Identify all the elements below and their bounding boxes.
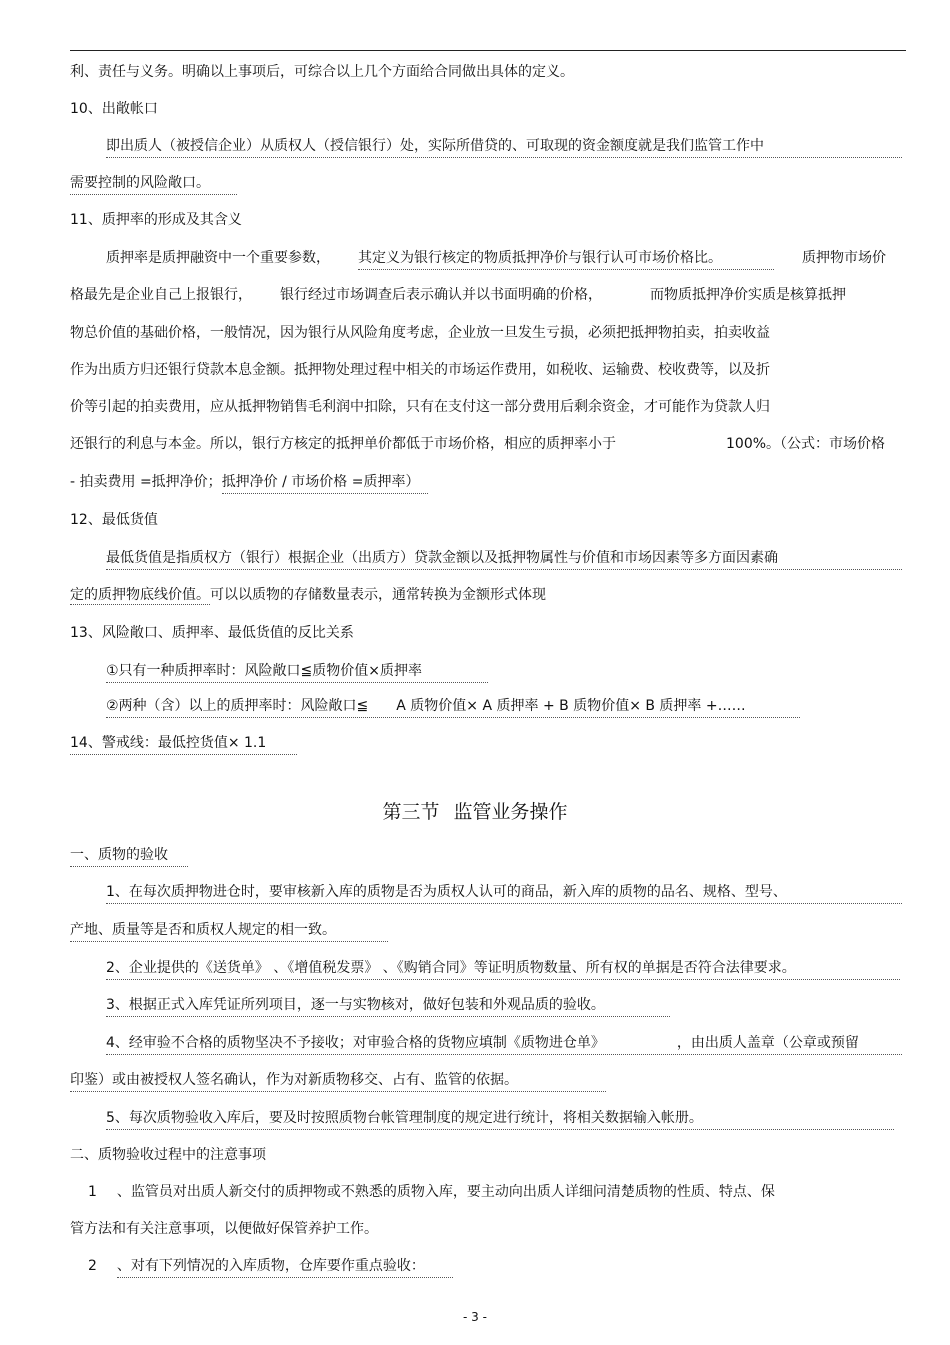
text-segment: 4、经审验不合格的质物坚决不予接收；对审验合格的货物应填制《质物进仓单》 (106, 1035, 605, 1051)
paragraph-12-line1 (106, 548, 902, 570)
note-1-line1 (88, 1182, 775, 1202)
item-1-line2 (70, 920, 388, 942)
item-2 (106, 958, 900, 980)
item-number: 2 (88, 1258, 97, 1274)
underlined-text: 需要控制的风险敞口。 (70, 173, 237, 195)
underlined-text: 2、企业提供的《送货单》 、《增值税发票》 、《购销合同》等证明质物数量、所有权的单据是否符合法律要求。 (106, 958, 900, 980)
paragraph-12-line2 (70, 585, 546, 605)
relation-line-2 (106, 696, 800, 718)
subsection-2-heading: 二、质物验收过程中的注意事项 (70, 1147, 266, 1163)
paragraph-11-line4: 作为出质方归还银行贷款本息金额。抵押物处理过程中相关的市场运作费用，如税收、运输费、校收费等，以及折 (70, 362, 770, 378)
paragraph-11-line1 (106, 248, 886, 270)
item-1-line1 (106, 882, 902, 904)
paragraph-10-line1 (106, 136, 902, 158)
text-segment: 而物质抵押净价实质是核算抵押 (650, 287, 846, 303)
item-4-line2 (70, 1070, 606, 1092)
text-segment: ②两种（含）以上的质押率时：风险敞口≦ (106, 698, 369, 714)
item-5 (106, 1108, 894, 1130)
heading-10: 10、出敞帐口 (70, 101, 158, 117)
underlined-text: 其定义为银行核定的物质抵押净价与银行认可市场价格比。 (358, 248, 774, 270)
text-segment: 质押率是质押融资中一个重要参数， (106, 250, 330, 266)
text-line: 利、责任与义务。明确以上事项后，可综合以上几个方面给合同做出具体的定义。 (70, 64, 574, 80)
underlined-text: 、对有下列情况的入库质物，仓库要作重点验收： (117, 1256, 453, 1278)
paragraph-10-line2 (70, 173, 237, 195)
underlined-text: 即出质人（被授信企业）从质权人（授信银行）处，实际所借贷的、可取现的资金额度就是我们监管工作中 (106, 136, 902, 158)
text-segment: 、监管员对出质人新交付的质押物或不熟悉的质物入库，要主动向出质人详细问清楚质物的性质、特点、保 (116, 1184, 775, 1200)
text-segment: 质押物市场价 (802, 250, 886, 266)
underlined-text: 最低货值是指质权方（银行）根据企业（出质方）贷款金额以及抵押物属性与价值和市场因素等多方面因素确 (106, 548, 902, 570)
section-name: 监管业务操作 (453, 801, 568, 823)
header-rule (70, 50, 906, 51)
paragraph-11-line7 (70, 472, 428, 494)
relation-line-1 (106, 661, 488, 683)
underlined-text: 产地、质量等是否和质权人规定的相一致。 (70, 920, 388, 942)
text-segment: 100%。（公式：市场价格 (726, 436, 886, 452)
paragraph-11-line5: 价等引起的拍卖费用，应从抵押物销售毛利润中扣除，只有在支付这一部分费用后剩余资金，才可能作为贷款人归 (70, 399, 770, 415)
text-segment: 银行经过市场调查后表示确认并以书面明确的价格， (280, 287, 602, 303)
paragraph-11-line2 (70, 285, 846, 305)
paragraph-11-line3: 物总价值的基础价格，一般情况，因为银行从风险角度考虑，企业放一旦发生亏损，必须把抵押物拍卖，拍卖收益 (70, 325, 770, 341)
underlined-text: 14、警戒线：最低控货值× 1.1 (70, 733, 297, 755)
underlined-text: 印鉴）或由被授权人签名确认，作为对新质物移交、占有、监管的依据。 (70, 1070, 606, 1092)
note-1-line2: 管方法和有关注意事项，以便做好保管养护工作。 (70, 1221, 378, 1237)
section-title (0, 799, 950, 825)
item-number: 1 (88, 1184, 97, 1200)
item-4-line1 (106, 1033, 902, 1055)
text-segment: ，由出质人盖章（公章或预留 (676, 1035, 859, 1051)
section-number: 第三节 (382, 801, 440, 823)
heading-12: 12、最低货值 (70, 512, 158, 528)
text-segment: A 质物价值× A 质押率 + B 质物价值× B 质押率 +…… (396, 698, 746, 714)
text-segment: - 拍卖费用 =抵押净价； (70, 474, 222, 490)
text-segment: 格最先是企业自己上报银行， (70, 287, 252, 303)
underlined-text: 一、质物的验收 (70, 845, 188, 867)
text-segment: 可以以质物的存储数量表示，通常转换为金额形式体现 (210, 587, 546, 603)
underlined-text: 3、根据正式入库凭证所列项目，逐一与实物核对，做好包装和外观品质的验收。 (106, 995, 670, 1017)
heading-14 (70, 733, 297, 755)
subsection-1-heading (70, 845, 188, 867)
page-number: - 3 - (463, 1310, 487, 1324)
heading-11: 11、质押率的形成及其含义 (70, 212, 242, 228)
note-2 (88, 1256, 453, 1278)
underlined-text: 1、在每次质押物进仓时，要审核新入库的质物是否为质权人认可的商品，新入库的质物的品名、规格、型号、 (106, 882, 902, 904)
text-segment: 还银行的利息与本金。所以，银行方核定的抵押单价都低于市场价格，相应的质押率小于 (70, 436, 616, 452)
underlined-text: 定的质押物底线价值。 (70, 587, 210, 603)
underlined-text: 5、每次质物验收入库后，要及时按照质物台帐管理制度的规定进行统计，将相关数据输入帐册。 (106, 1108, 894, 1130)
paragraph-11-line6 (70, 434, 885, 454)
underlined-text: ①只有一种质押率时：风险敞口≦质物价值×质押率 (106, 661, 488, 683)
heading-13: 13、风险敞口、质押率、最低货值的反比关系 (70, 625, 354, 641)
underlined-text: 抵押净价 / 市场价格 =质押率） (222, 472, 428, 494)
item-3 (106, 995, 670, 1017)
